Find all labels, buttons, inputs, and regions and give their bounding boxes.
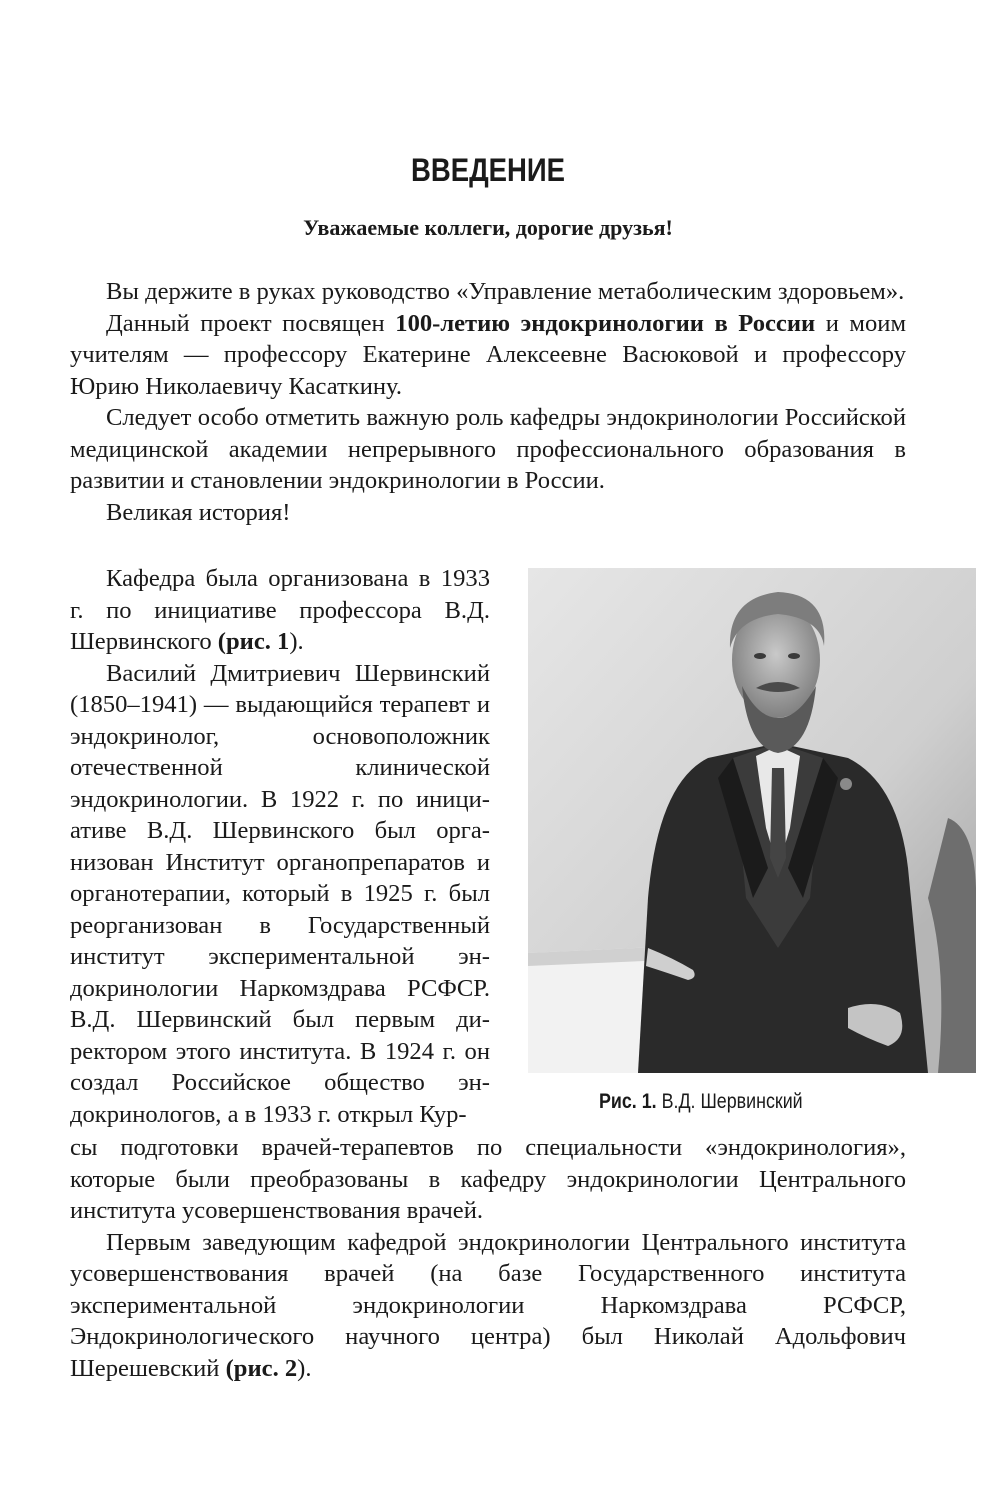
- paragraph: [70, 497, 906, 529]
- text-run: Вы держите в руках руководство «Управление метаболическим здоровьем».: [106, 278, 905, 305]
- text-run: Данный проект посвящен: [106, 309, 396, 337]
- paragraph: [70, 563, 490, 658]
- page-title: ВВЕДЕНИЕ: [410, 152, 566, 188]
- text-run: ).: [297, 1354, 312, 1382]
- document-page: [70, 0, 906, 1496]
- portrait-photo: [528, 568, 976, 1073]
- text-run: Кафедра была организована в 1933 г. по инициативе профессора В.Д. Шервинского: [70, 565, 490, 655]
- figure-1: [528, 568, 976, 1073]
- text-run: Первым заведующим кафедрой эндокринологии Центрального института усовершенствования врачей (на базе Государственного института экспериментальной эндокринологии Наркомздрава РСФСР, Эндокринологического научного центра) был Николай Адольфович Шерешевский: [70, 1228, 906, 1382]
- text-run: ).: [289, 628, 304, 655]
- figure-caption: [599, 1090, 1000, 1114]
- narrow-text-column: [70, 563, 490, 1130]
- caption-label: Рис. 1.: [599, 1090, 657, 1113]
- bold-text: (рис. 1: [217, 628, 290, 655]
- bold-text: (рис. 2: [225, 1354, 298, 1382]
- greeting: Уважаемые коллеги, дорогие друзья!: [303, 215, 673, 240]
- bold-text: 100-летию эндокринологии в России: [395, 309, 816, 337]
- paragraph: [70, 658, 490, 1131]
- paragraph: [70, 308, 906, 403]
- caption-text: В.Д. Шервинский: [656, 1090, 803, 1113]
- paragraph: [70, 1227, 906, 1385]
- text-run: и моим учителям — профессору Екатерине Алексеевне Васюковой и профессору Юрию Николаевичу Касаткину.: [70, 309, 907, 400]
- paragraph: [70, 1132, 906, 1227]
- paragraph: [70, 402, 906, 497]
- text-run: Василий Дмитриевич Шервинский (1850–1941) — выдающийся терапевт и эндокринолог, основоположник отечественной клинической эндокринологии. В 1922 г. по инициативе В.Д. Шервинского был организован Институт органопрепаратов и органотерапии, который в 1925 г. был реорганизован в Государственный институт экспериментальной эндокринологии Наркомздрава РСФСР. В.Д. Шервинский был первым директором этого института. В 1924 г. он создал Российское общество эндокринологов, а в 1933 г. открыл Кур-: [70, 659, 490, 1128]
- intro-text: [70, 276, 906, 528]
- text-run: Следует особо отметить важную роль кафедры эндокринологии Российской медицинской академии непрерывного профессионального образования в развитии и становлении эндокринологии в России.: [70, 404, 906, 494]
- text-run: Великая история!: [106, 498, 291, 526]
- tail-text: [70, 1132, 906, 1384]
- text-run: сы подготовки врачей-терапевтов по специальности «эндокринология», которые были преобразованы в кафедру эндокринологии Центрального института усовершенствования врачей.: [70, 1134, 906, 1224]
- paragraph: [70, 276, 906, 308]
